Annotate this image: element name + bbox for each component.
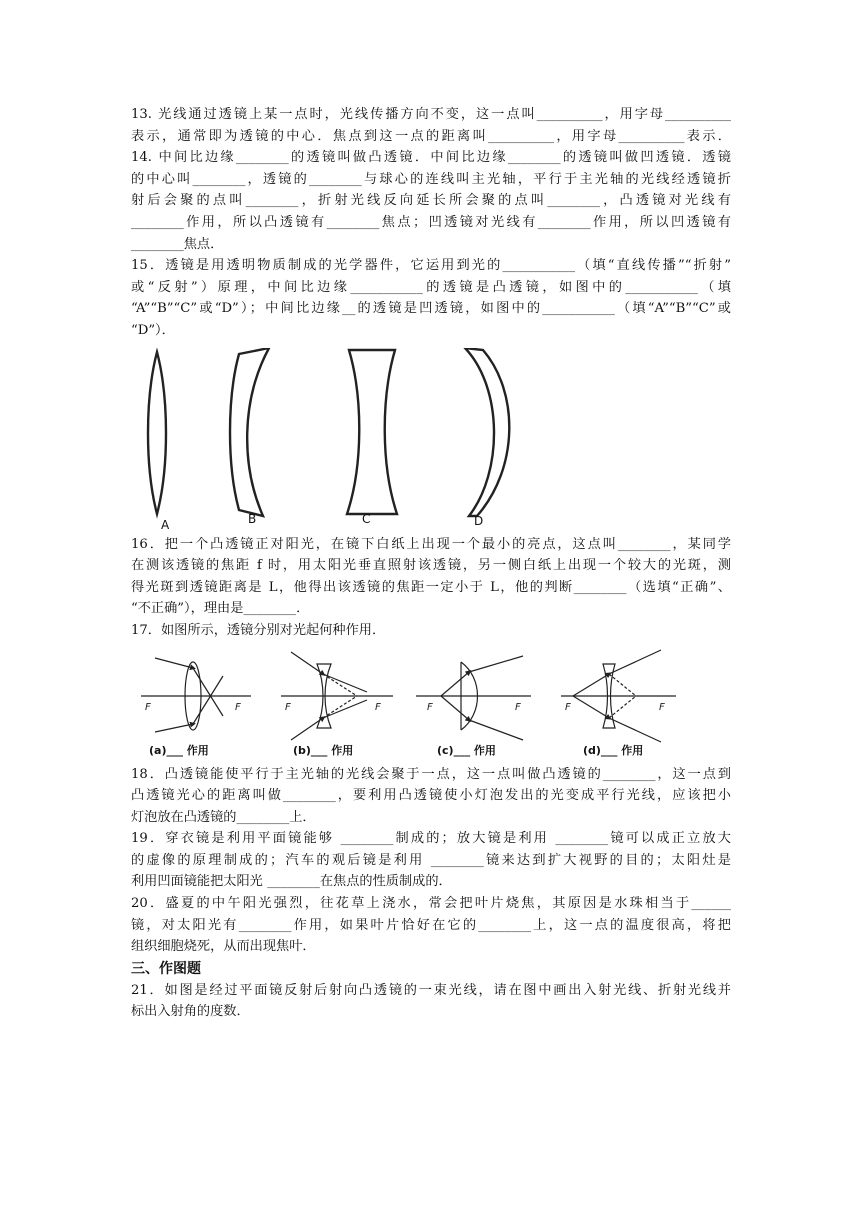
question-text: “A”“B”“C”或“D”）；中间比边缘__的透镜是凹透镜，如图中的___________（填“A”“B”“C”或 [131,301,731,317]
focus-label: F [235,701,241,713]
question-16 [131,534,731,620]
question-text: 灯泡放在凸透镜的________上． [131,809,316,825]
focus-label: F [659,701,665,713]
focus-label: F [427,701,433,713]
lens-c-shape [347,350,397,514]
question-text: “不正确”），理由是________． [131,601,310,617]
question-19 [131,828,731,893]
lens-d-shape [465,348,509,516]
question-21 [131,980,731,1023]
question-text: 19．穿衣镜是利用平面镜能够 ________制成的；放大镜是利用 ________镜可以成正立放大 [131,831,731,847]
lens-shapes-svg [131,348,731,534]
question-text: 16．把一个凸透镜正对阳光，在镜下白纸上出现一个最小的亮点，这点叫________，某同学 [131,536,731,552]
question-text: 的虚像的原理制成的；汽车的观后镜是利用 ________镜来达到扩大视野的目的；太阳灶是 [131,852,731,868]
question-text: 表示，通常即为透镜的中心．焦点到这一点的距离叫__________，用字母__________表示． [131,128,731,144]
question-text: 15．透镜是用透明物质制成的光学器件，它运用到光的___________（填“直线传播”“折射” [131,258,731,274]
lens-b-shape [230,348,269,516]
lens-c-label: C [362,511,371,526]
question-text: 18．凸透镜能使平行于主光轴的光线会聚于一点，这一点叫做凸透镜的________，这一点到 [131,766,731,782]
focus-label: F [285,701,291,713]
question-text: 凸透镜光心的距离叫做________，要利用凸透镜使小灯泡发出的光变成平行光线，应该把小 [131,788,731,804]
worksheet-page [131,104,731,1023]
question-13 [131,104,731,147]
question-text: 组织细胞烧死，从而出现焦叶． [131,939,316,955]
question-text: 利用凹面镜能把太阳光 ________在焦点的性质制成的． [131,874,452,890]
diagram-a-caption: (a)___ 作用 [149,743,209,757]
question-text: 21．如图是经过平面镜反射后射向凸透镜的一束光线，请在图中画出入射光线、折射光线并 [131,982,731,998]
diagram-c-caption: (c)___ 作用 [437,743,496,757]
question-text: 20．盛夏的中午阳光强烈，往花草上浇水，常会把叶片烧焦，其原因是水珠相当于______ [131,896,731,912]
question-15 [131,255,731,533]
question-text: “D”）． [131,322,175,338]
focus-label: F [565,701,571,713]
focus-label: F [375,701,381,713]
question-18 [131,764,731,829]
lens-a-label: A [161,517,170,532]
question-14 [131,147,731,255]
question-text: ________焦点． [131,236,224,252]
question-text: 13. 光线通过透镜上某一点时，光线传播方向不变，这一点叫__________，用字母__________ [131,107,731,122]
diagram-b-caption: (b)___ 作用 [293,743,354,757]
section-heading: 三、作图题 [131,960,201,977]
question-text: 的中心叫________，透镜的________与球心的连线叫主光轴，平行于主光轴的光线经透镜折 [131,171,731,187]
question-text: 或“反射”）原理，中间比边缘___________的透镜是凸透镜，如图中的___________（填 [131,279,731,295]
question-text: 在测该透镜的焦距 f 时，用太阳光垂直照射该透镜，另一侧白纸上出现一个较大的光斑，测 [131,558,731,574]
question-text: 得光斑到透镜距离是 L，他得出该透镜的焦距一定小于 L，他的判断________（选填“正确”、 [131,579,731,595]
question-text: 射后会聚的点叫________，折射光线反向延长所会聚的点叫________，凸透镜对光线有 [131,193,731,209]
focus-label: F [515,701,521,713]
question-20 [131,893,731,958]
question-text: 17．如图所示，透镜分别对光起何种作用． [131,622,386,638]
lens-a-shape [148,352,166,514]
diagram-d-caption: (d)___ 作用 [583,743,644,757]
question-17 [131,620,731,762]
lens-b-label: B [248,511,257,526]
focus-label: F [145,701,151,713]
ray-diagrams-figure [131,644,731,762]
question-text: ________作用，所以凸透镜有________焦点；凹透镜对光线有________作用，所以凹透镜有 [131,214,731,230]
lens-d-label: D [474,513,484,528]
lens-shapes-figure [131,348,731,534]
question-text: 14. 中间比边缘________的透镜叫做凸透镜．中间比边缘________的透镜叫做凹透镜．透镜 [131,150,731,166]
question-text: 标出入射角的度数． [131,1004,250,1020]
question-text: 镜，对太阳光有________作用，如果叶片恰好在它的________上，这一点的温度很高，将把 [131,917,731,933]
